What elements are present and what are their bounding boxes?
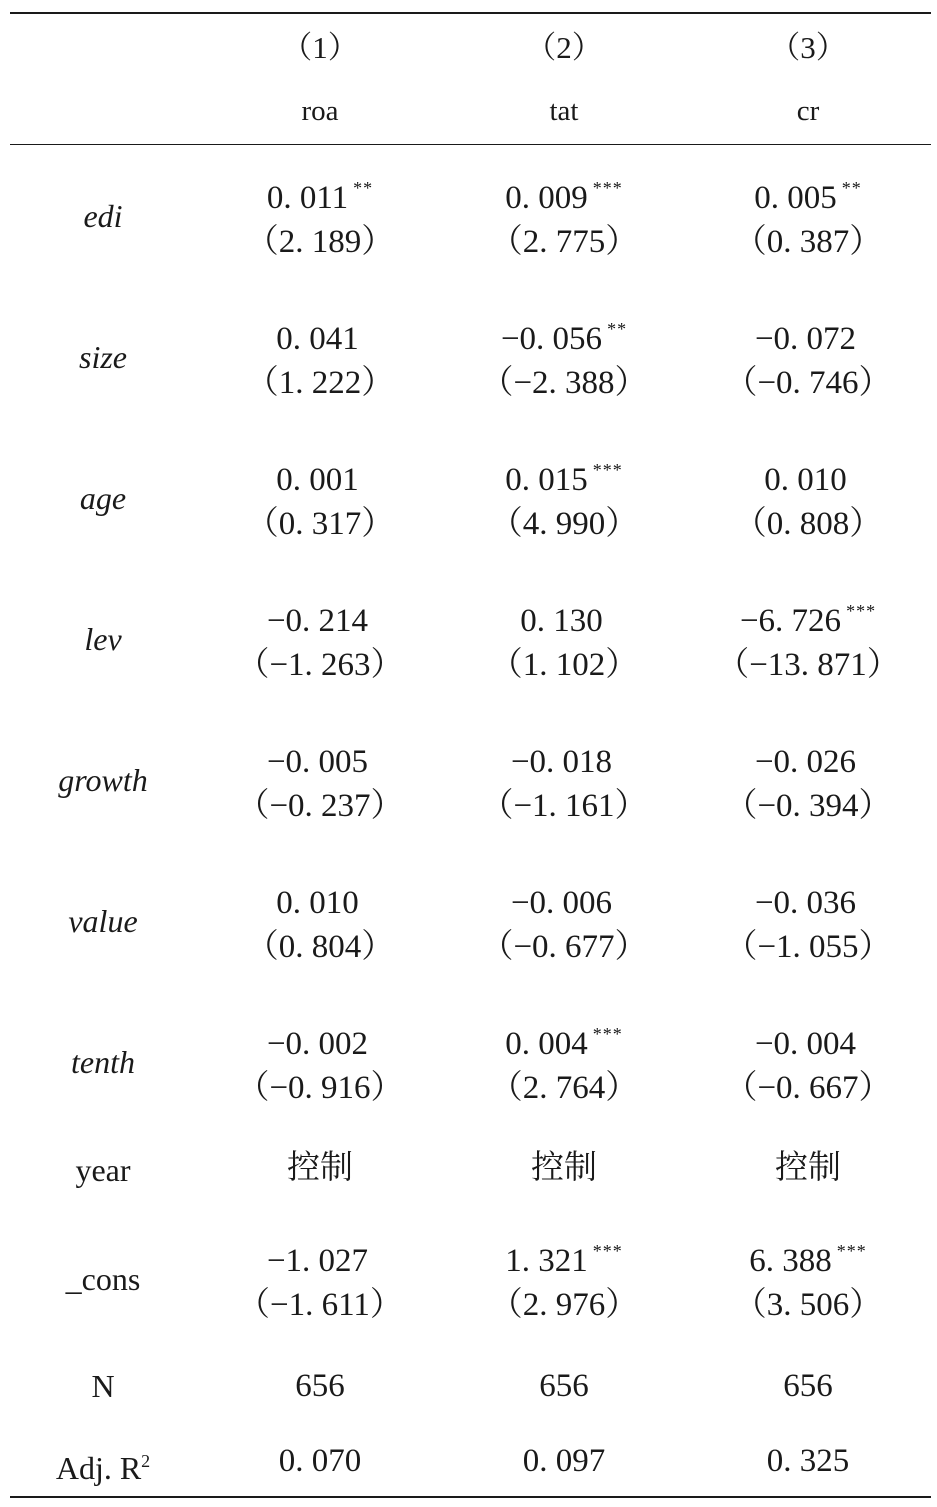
significance-stars: ** — [607, 319, 628, 339]
coefficient: 0. 010 — [764, 462, 847, 498]
coefficient: 0. 010 — [276, 885, 359, 921]
control-text: 控制 — [775, 1150, 841, 1186]
t-statistic: （2. 775） — [489, 224, 639, 260]
t-statistic: （0. 317） — [245, 506, 395, 542]
row-label: edi — [83, 198, 123, 234]
coefficient: 0. 005 — [754, 180, 837, 216]
t-statistic: （−1. 263） — [236, 647, 404, 683]
row-label: age — [79, 480, 127, 516]
row-label: value — [68, 903, 138, 939]
column-number: （1） — [281, 30, 359, 65]
coefficient: −0. 018 — [510, 744, 613, 780]
coefficient: 0. 130 — [520, 603, 603, 639]
observation-count: 656 — [783, 1368, 833, 1404]
row-label: lev — [84, 621, 122, 657]
significance-stars: ** — [353, 178, 374, 198]
t-statistic: （−0. 237） — [236, 788, 404, 824]
significance-stars: *** — [836, 1241, 867, 1261]
t-statistic: （−0. 677） — [480, 929, 648, 965]
coefficient: −0. 072 — [754, 321, 857, 357]
coefficient: −0. 004 — [754, 1026, 857, 1062]
coefficient: −1. 027 — [266, 1243, 369, 1279]
coefficient: 0. 041 — [276, 321, 359, 357]
row-label: growth — [58, 762, 148, 798]
coefficient: 0. 009 — [505, 180, 588, 216]
coefficient: −0. 005 — [266, 744, 369, 780]
row-label: year — [75, 1152, 131, 1188]
adj-r2-value: 0. 325 — [766, 1443, 850, 1479]
coefficient: −6. 726 — [739, 603, 842, 639]
coefficient: −0. 006 — [510, 885, 613, 921]
t-statistic: （0. 804） — [245, 929, 395, 965]
dependent-variable: tat — [549, 95, 579, 127]
significance-stars: *** — [592, 178, 623, 198]
t-statistic: （−2. 388） — [480, 365, 648, 401]
adj-r2-value: 0. 097 — [522, 1443, 606, 1479]
coefficient: 0. 011 — [266, 180, 349, 216]
t-statistic: （−13. 871） — [716, 647, 900, 683]
coefficient: 1. 321 — [505, 1243, 588, 1279]
t-statistic: （1. 222） — [245, 365, 395, 401]
t-statistic: （−0. 667） — [724, 1070, 892, 1106]
t-statistic: （4. 990） — [489, 506, 639, 542]
row-label: _cons — [65, 1261, 141, 1297]
coefficient: 0. 004 — [505, 1026, 588, 1062]
adj-r2-value: 0. 070 — [278, 1443, 362, 1479]
significance-stars: *** — [592, 1024, 623, 1044]
row-label: tenth — [71, 1044, 135, 1080]
row-label: N — [91, 1368, 115, 1404]
significance-stars: ** — [841, 178, 862, 198]
t-statistic: （2. 976） — [489, 1287, 639, 1323]
coefficient: −0. 056 — [500, 321, 603, 357]
row-label — [3, 1443, 203, 1486]
control-text: 控制 — [531, 1150, 597, 1186]
coefficient: −0. 026 — [754, 744, 857, 780]
t-statistic: （−0. 746） — [724, 365, 892, 401]
superscript: 2 — [141, 1451, 151, 1471]
t-statistic: （2. 189） — [245, 224, 395, 260]
coefficient: 6. 388 — [749, 1243, 832, 1279]
dependent-variable: cr — [796, 95, 820, 127]
header-rule — [10, 144, 931, 145]
t-statistic: （2. 764） — [489, 1070, 639, 1106]
t-statistic: （−1. 055） — [724, 929, 892, 965]
bottom-rule — [10, 1496, 931, 1498]
column-number: （3） — [769, 30, 847, 65]
t-statistic: （0. 387） — [733, 224, 883, 260]
observation-count: 656 — [539, 1368, 589, 1404]
t-statistic: （3. 506） — [733, 1287, 883, 1323]
coefficient: −0. 002 — [266, 1026, 369, 1062]
coefficient: −0. 214 — [266, 603, 369, 639]
coefficient: −0. 036 — [754, 885, 857, 921]
column-number: （2） — [525, 30, 603, 65]
t-statistic: （1. 102） — [489, 647, 639, 683]
coefficient: 0. 015 — [505, 462, 588, 498]
t-statistic: （0. 808） — [733, 506, 883, 542]
t-statistic: （−1. 611） — [237, 1287, 403, 1323]
observation-count: 656 — [295, 1368, 345, 1404]
row-label: size — [79, 339, 127, 375]
top-rule — [10, 12, 931, 14]
coefficient: 0. 001 — [276, 462, 359, 498]
t-statistic: （−0. 916） — [236, 1070, 404, 1106]
significance-stars: *** — [592, 1241, 623, 1261]
t-statistic: （−0. 394） — [724, 788, 892, 824]
row-label-text: Adj. R — [55, 1450, 142, 1486]
significance-stars: *** — [592, 460, 623, 480]
control-text: 控制 — [287, 1150, 353, 1186]
t-statistic: （−1. 161） — [480, 788, 648, 824]
dependent-variable: roa — [301, 95, 339, 127]
significance-stars: *** — [846, 601, 877, 621]
